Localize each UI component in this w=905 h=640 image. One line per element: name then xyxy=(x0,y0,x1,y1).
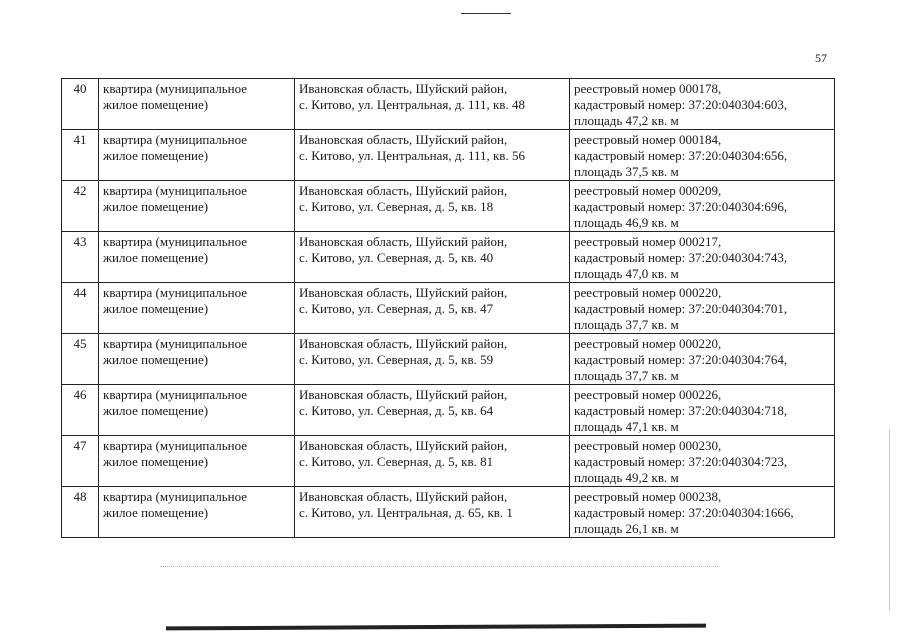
table-row xyxy=(62,436,835,487)
object-line: жилое помещение) xyxy=(103,199,209,214)
address-line: с. Китово, ул. Северная, д. 5, кв. 64 xyxy=(299,403,494,418)
property-registry-table xyxy=(61,78,835,538)
details-cell xyxy=(570,181,835,232)
details-line: кадастровый номер: 37:20:040304:764, xyxy=(574,352,788,367)
address-line: с. Китово, ул. Центральная, д. 111, кв. 48 xyxy=(299,97,525,112)
object-line: квартира (муниципальное xyxy=(103,336,248,351)
address-cell xyxy=(295,487,570,538)
object-cell xyxy=(99,436,295,487)
address-cell xyxy=(295,334,570,385)
address-line: с. Китово, ул. Северная, д. 5, кв. 81 xyxy=(299,454,494,469)
object-line: жилое помещение) xyxy=(103,301,209,316)
object-cell xyxy=(99,79,295,130)
row-number: 48 xyxy=(62,487,99,538)
details-cell xyxy=(570,232,835,283)
details-cell xyxy=(570,436,835,487)
details-line: кадастровый номер: 37:20:040304:696, xyxy=(574,199,788,214)
object-line: квартира (муниципальное xyxy=(103,132,248,147)
details-line: кадастровый номер: 37:20:040304:656, xyxy=(574,148,788,163)
details-line: кадастровый номер: 37:20:040304:701, xyxy=(574,301,788,316)
details-cell xyxy=(570,130,835,181)
details-line: реестровый номер 000226, xyxy=(574,387,722,402)
page-edge-shadow xyxy=(889,430,890,610)
row-number: 43 xyxy=(62,232,99,283)
details-line: площадь 37,7 кв. м xyxy=(574,368,679,383)
address-line: Ивановская область, Шуйский район, xyxy=(299,183,508,198)
object-line: квартира (муниципальное xyxy=(103,489,248,504)
address-cell xyxy=(295,385,570,436)
address-cell xyxy=(295,79,570,130)
object-cell xyxy=(99,334,295,385)
address-line: с. Китово, ул. Северная, д. 5, кв. 18 xyxy=(299,199,494,214)
table-row xyxy=(62,130,835,181)
details-cell xyxy=(570,283,835,334)
object-line: квартира (муниципальное xyxy=(103,183,248,198)
scan-noise-line xyxy=(160,566,720,568)
details-line: реестровый номер 000220, xyxy=(574,285,722,300)
object-line: жилое помещение) xyxy=(103,250,209,265)
details-line: реестровый номер 000217, xyxy=(574,234,722,249)
table-row xyxy=(62,385,835,436)
details-line: реестровый номер 000178, xyxy=(574,81,722,96)
details-line: кадастровый номер: 37:20:040304:1666, xyxy=(574,505,794,520)
table-row xyxy=(62,232,835,283)
details-line: площадь 47,2 кв. м xyxy=(574,113,679,128)
details-line: реестровый номер 000238, xyxy=(574,489,722,504)
address-cell xyxy=(295,283,570,334)
address-cell xyxy=(295,130,570,181)
row-number: 40 xyxy=(62,79,99,130)
object-line: квартира (муниципальное xyxy=(103,234,248,249)
address-line: Ивановская область, Шуйский район, xyxy=(299,336,508,351)
table-row xyxy=(62,283,835,334)
address-line: с. Китово, ул. Центральная, д. 65, кв. 1 xyxy=(299,505,513,520)
object-line: квартира (муниципальное xyxy=(103,81,248,96)
object-line: квартира (муниципальное xyxy=(103,438,248,453)
details-line: кадастровый номер: 37:20:040304:718, xyxy=(574,403,788,418)
top-scan-mark xyxy=(461,13,511,14)
row-number: 46 xyxy=(62,385,99,436)
table-row xyxy=(62,487,835,538)
details-line: площадь 47,0 кв. м xyxy=(574,266,679,281)
address-cell xyxy=(295,181,570,232)
object-cell xyxy=(99,130,295,181)
address-line: с. Китово, ул. Центральная, д. 111, кв. 56 xyxy=(299,148,525,163)
address-line: Ивановская область, Шуйский район, xyxy=(299,285,508,300)
object-line: жилое помещение) xyxy=(103,352,209,367)
address-line: Ивановская область, Шуйский район, xyxy=(299,81,508,96)
details-line: площадь 49,2 кв. м xyxy=(574,470,679,485)
address-line: Ивановская область, Шуйский район, xyxy=(299,438,508,453)
address-line: с. Китово, ул. Северная, д. 5, кв. 59 xyxy=(299,352,494,367)
object-line: жилое помещение) xyxy=(103,454,209,469)
bottom-scan-bar xyxy=(166,624,706,631)
address-cell xyxy=(295,232,570,283)
object-cell xyxy=(99,181,295,232)
object-cell xyxy=(99,232,295,283)
address-cell xyxy=(295,436,570,487)
details-line: реестровый номер 000184, xyxy=(574,132,722,147)
address-line: с. Китово, ул. Северная, д. 5, кв. 47 xyxy=(299,301,494,316)
object-cell xyxy=(99,487,295,538)
object-line: жилое помещение) xyxy=(103,403,209,418)
details-cell xyxy=(570,334,835,385)
row-number: 42 xyxy=(62,181,99,232)
object-line: жилое помещение) xyxy=(103,148,209,163)
address-line: Ивановская область, Шуйский район, xyxy=(299,489,508,504)
details-line: реестровый номер 000230, xyxy=(574,438,722,453)
table-row xyxy=(62,334,835,385)
details-line: кадастровый номер: 37:20:040304:723, xyxy=(574,454,788,469)
details-cell xyxy=(570,79,835,130)
details-line: площадь 46,9 кв. м xyxy=(574,215,679,230)
details-line: реестровый номер 000209, xyxy=(574,183,722,198)
address-line: Ивановская область, Шуйский район, xyxy=(299,132,508,147)
details-line: площадь 37,5 кв. м xyxy=(574,164,679,179)
details-cell xyxy=(570,385,835,436)
details-line: реестровый номер 000220, xyxy=(574,336,722,351)
details-line: площадь 47,1 кв. м xyxy=(574,419,679,434)
address-line: Ивановская область, Шуйский район, xyxy=(299,234,508,249)
details-line: кадастровый номер: 37:20:040304:603, xyxy=(574,97,788,112)
details-cell xyxy=(570,487,835,538)
row-number: 45 xyxy=(62,334,99,385)
address-line: с. Китово, ул. Северная, д. 5, кв. 40 xyxy=(299,250,494,265)
object-line: жилое помещение) xyxy=(103,505,209,520)
page-number: 57 xyxy=(815,51,827,65)
details-line: площадь 26,1 кв. м xyxy=(574,521,679,536)
table-row xyxy=(62,181,835,232)
object-cell xyxy=(99,283,295,334)
object-line: квартира (муниципальное xyxy=(103,387,248,402)
object-line: жилое помещение) xyxy=(103,97,209,112)
address-line: Ивановская область, Шуйский район, xyxy=(299,387,508,402)
details-line: кадастровый номер: 37:20:040304:743, xyxy=(574,250,788,265)
table-row xyxy=(62,79,835,130)
row-number: 47 xyxy=(62,436,99,487)
object-cell xyxy=(99,385,295,436)
row-number: 41 xyxy=(62,130,99,181)
details-line: площадь 37,7 кв. м xyxy=(574,317,679,332)
row-number: 44 xyxy=(62,283,99,334)
object-line: квартира (муниципальное xyxy=(103,285,248,300)
